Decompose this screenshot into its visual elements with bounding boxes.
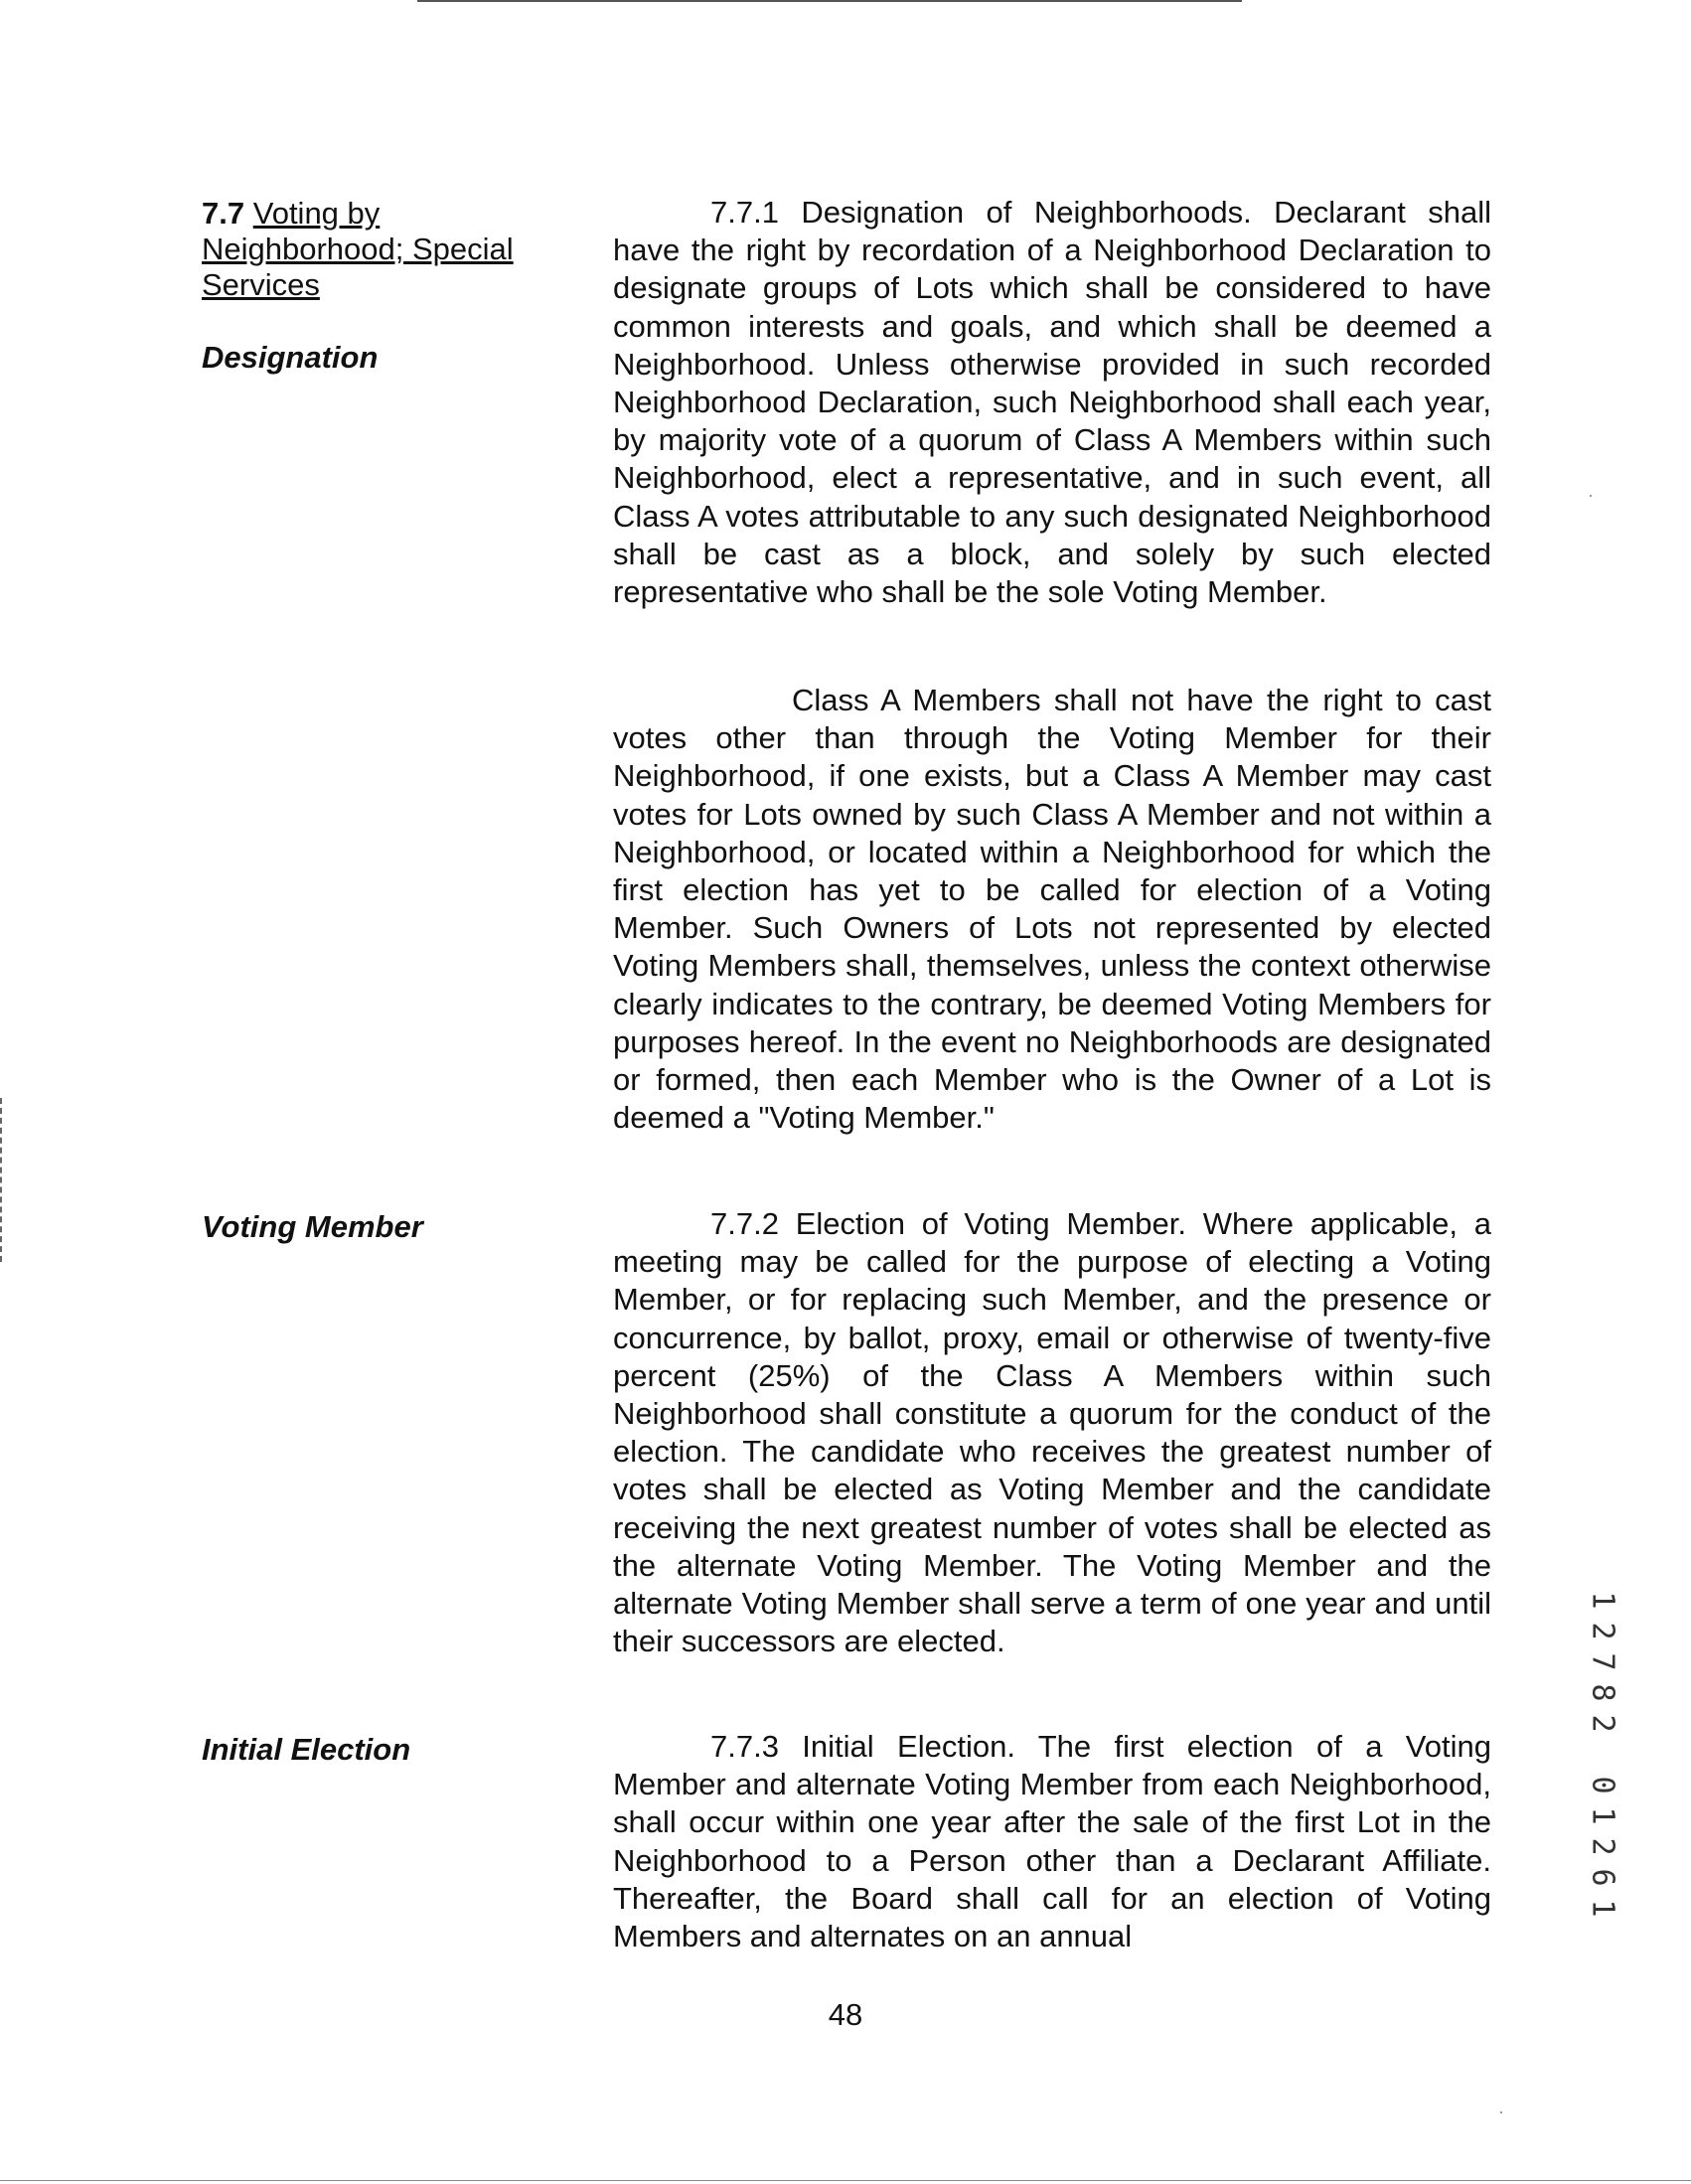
page-number: 48 xyxy=(828,1997,863,2032)
scan-border-bottom xyxy=(0,2180,1691,2181)
stamp-glyph: 2 xyxy=(1585,1714,1620,1733)
stamp-glyph: 1 xyxy=(1585,1806,1620,1825)
stamp-glyph: 7 xyxy=(1585,1652,1620,1671)
paragraph-7-7-1: 7.7.1 Designation of Neighborhoods. Declarant shall have the right by recordation of a Neighborhood Declaration to designate groups of Lots which shall be considered to have common interests and goals, and which shall be deemed a Neighborhood. Unless otherwise provided in such recorded Neighborhood Declaration, such Neighborhood shall each year, by majority vote of a quorum of Class A Members within such Neighborhood, elect a representative, and in such event, all Class A votes attributable to any such designated Neighborhood shall be cast as a block, and solely by such elected representative who shall be the sole Voting Member. xyxy=(613,195,1491,610)
scan-border-top xyxy=(417,0,1242,2)
label-designation: Designation xyxy=(202,340,379,375)
paragraph-7-7-3: 7.7.3 Initial Election. The first election of a Voting Member and alternate Voting Member from each Neighborhood, shall occur within one year after the sale of the first Lot in the Neighborhood to a Person other than a Declarant Affiliate. Thereafter, the Board shall call for an election of Voting Members and alternates on an annual xyxy=(613,1729,1491,1954)
stamp-glyph: 1 xyxy=(1585,1899,1620,1918)
stamp-glyph: 1 xyxy=(1585,1591,1620,1610)
recording-stamp xyxy=(1583,1585,1622,1918)
stamp-glyph: 2 xyxy=(1585,1622,1620,1640)
paragraph-7-7-2: 7.7.2 Election of Voting Member. Where applicable, a meeting may be called for the purpose of electing a Voting Member, or for replacing such Member, and the presence or concurrence, by ballot, proxy, email or otherwise of twenty-five percent (25%) of the Class A Members within such Neighborhood shall constitute a quorum for the conduct of the election. The candidate who receives the greatest number of votes shall be elected as Voting Member and the candidate receiving the next greatest number of votes shall be elected as the alternate Voting Member. The Voting Member and the alternate Voting Member shall serve a term of one year and until their successors are elected. xyxy=(613,1206,1491,1659)
section-heading xyxy=(202,196,554,303)
label-initial-election: Initial Election xyxy=(202,1732,411,1767)
stamp-glyph: 2 xyxy=(1585,1837,1620,1856)
stamp-glyph: 0 xyxy=(1585,1776,1620,1794)
section-title: Voting by Neighborhood; Special Services xyxy=(202,196,514,302)
scan-speck xyxy=(1500,2111,1502,2113)
stamp-glyph: 8 xyxy=(1585,1683,1620,1702)
stamp-glyph: 6 xyxy=(1585,1868,1620,1887)
paragraph-class-a-members: Class A Members shall not have the right to cast votes other than through the Voting Member for their Neighborhood, if one exists, but a Class A Member may cast votes for Lots owned by such Class A Member and not within a Neighborhood, or located within a Neighborhood for which the first election has yet to be called for election of a Voting Member. Such Owners of Lots not represented by elected Voting Members shall, themselves, unless the context otherwise clearly indicates to the contrary, be deemed Voting Members for purposes hereof. In the event no Neighborhoods are designated or formed, then each Member who is the Owner of a Lot is deemed a "Voting Member." xyxy=(613,683,1491,1136)
scan-speck xyxy=(1590,495,1592,497)
label-voting-member: Voting Member xyxy=(202,1209,423,1244)
section-number: 7.7 xyxy=(202,196,245,231)
scan-edge-marks xyxy=(0,1098,5,1262)
